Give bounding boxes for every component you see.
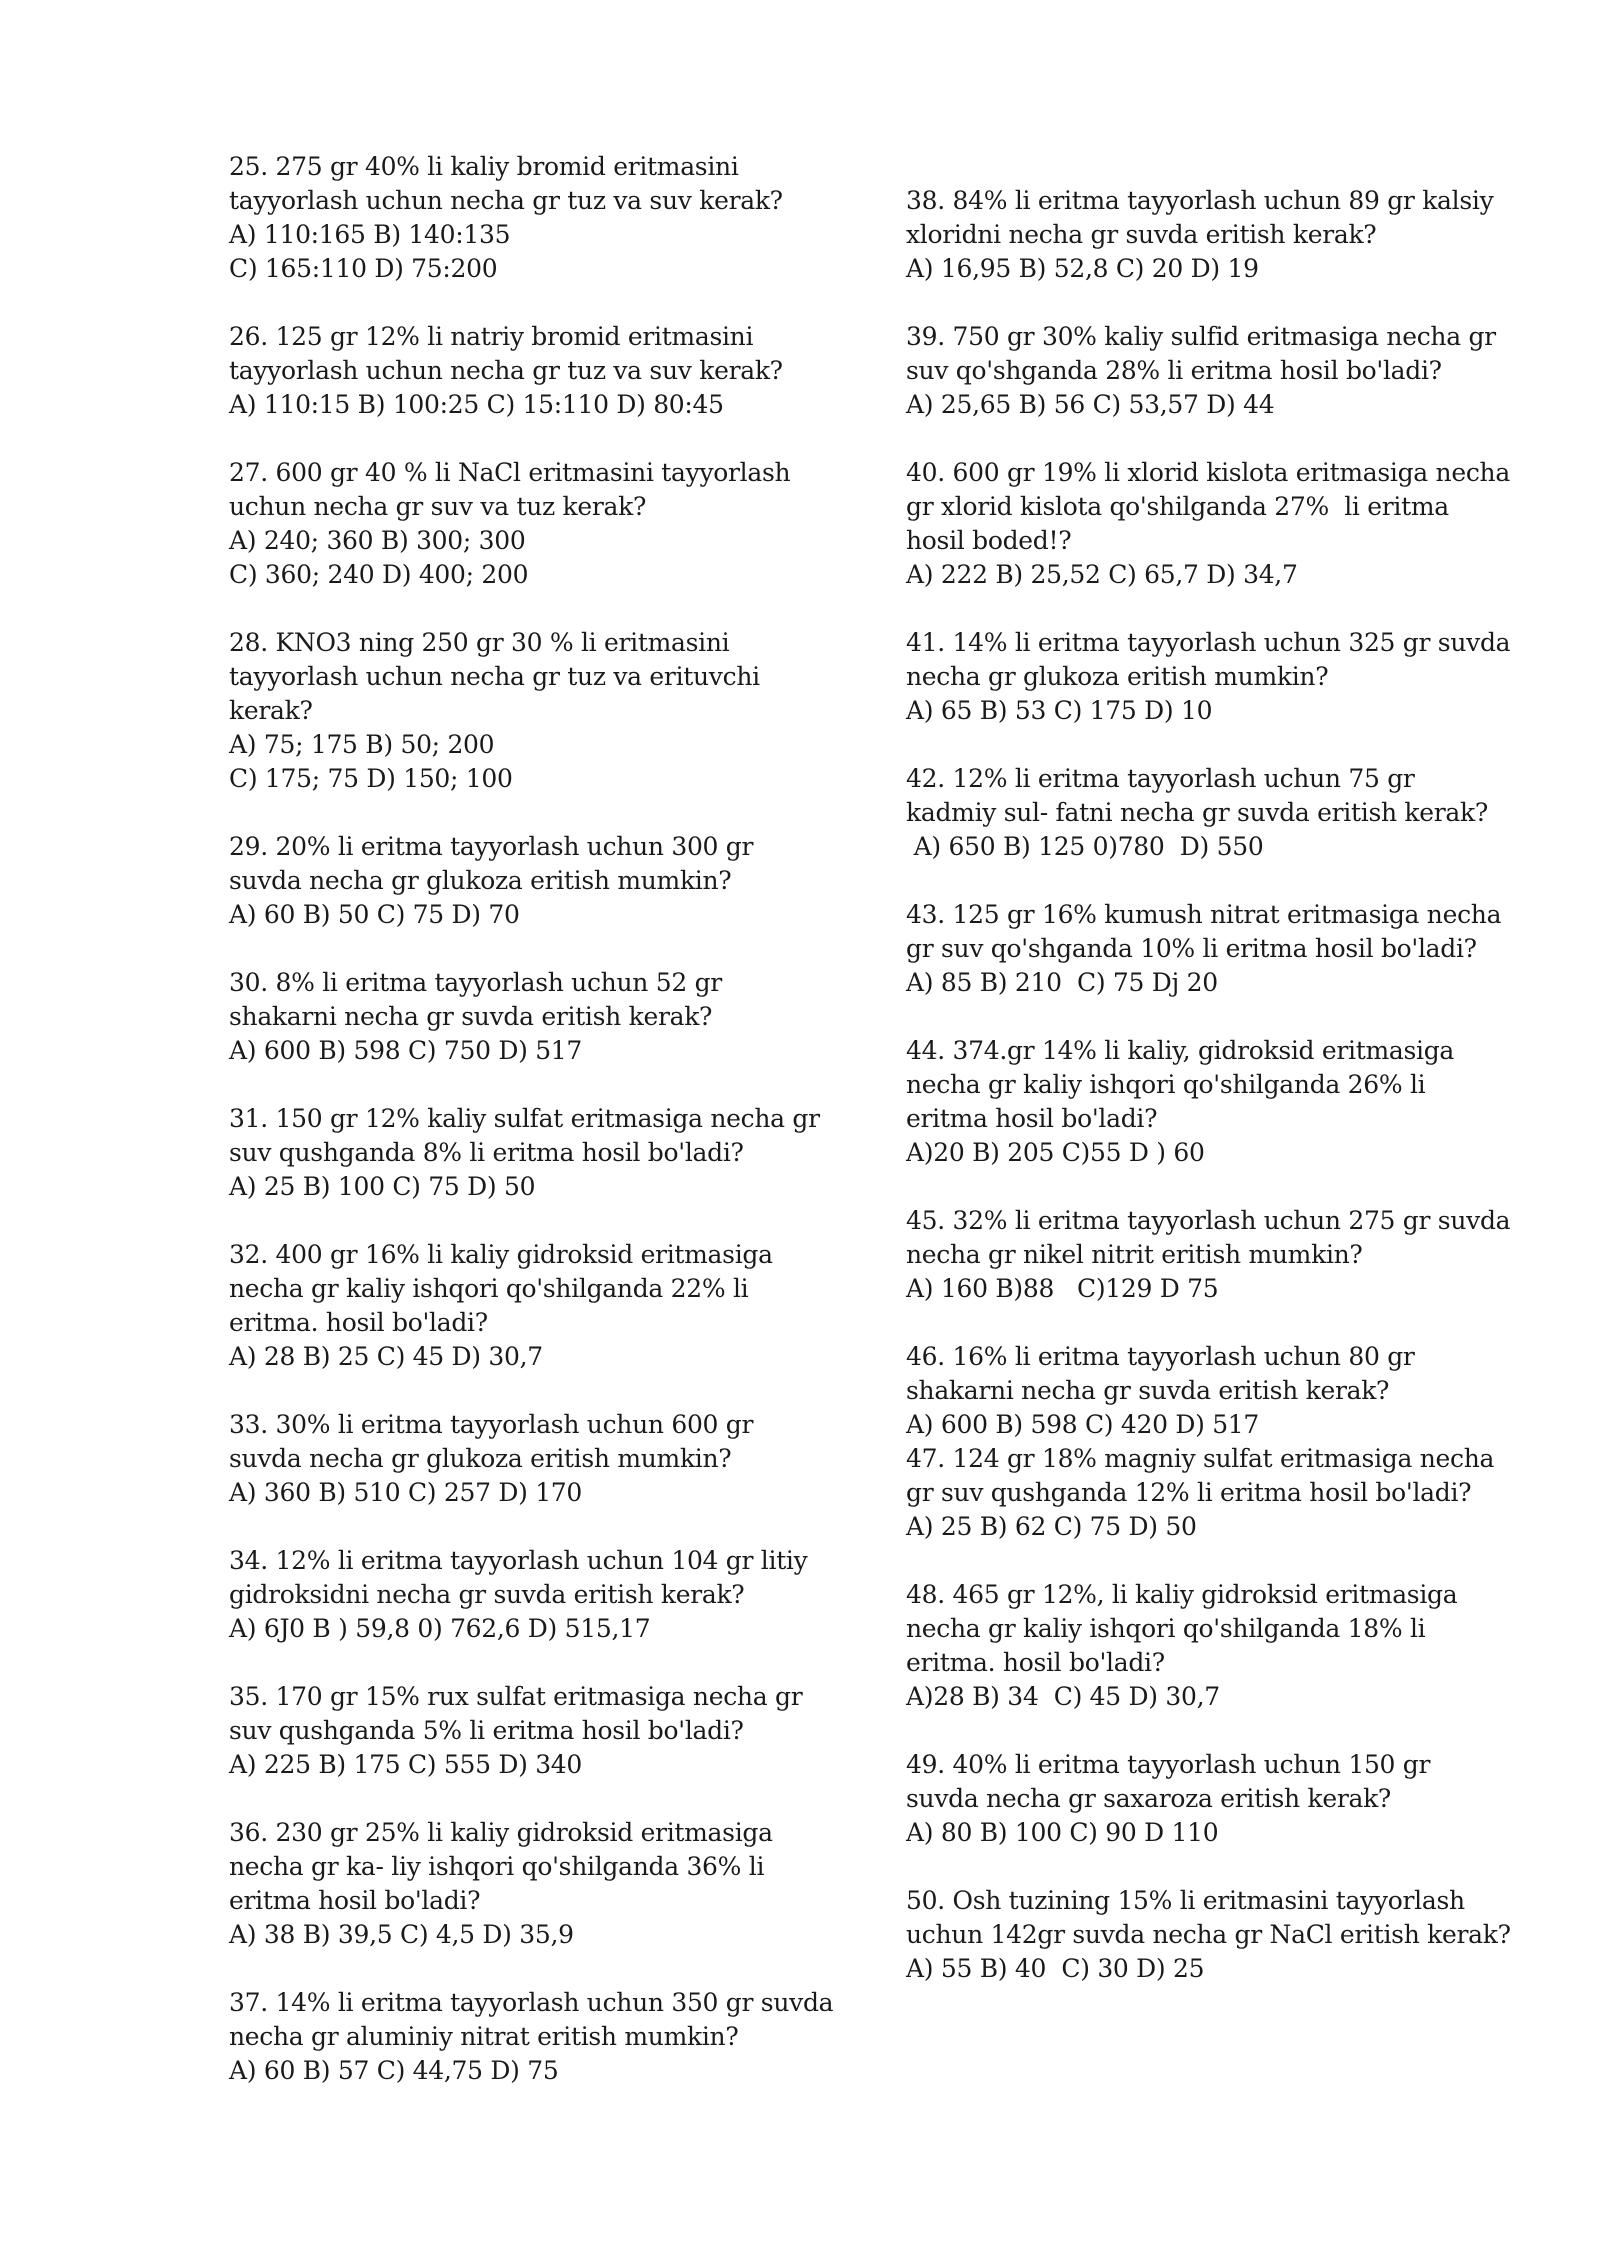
question-text-line: eritma hosil bo'ladi? — [229, 1886, 481, 1915]
question-block — [906, 184, 1546, 286]
question-text-line: uchun necha gr suv va tuz kerak? — [229, 492, 647, 521]
question-block — [229, 1680, 869, 1782]
question-text-line: necha gr kaliy ishqori qo'shilganda 26% li — [906, 1070, 1426, 1099]
question-text-line: kerak? — [229, 696, 313, 725]
question-text-line: 34. 12% li eritma tayyorlash uchun 104 gr litiy — [229, 1546, 808, 1575]
question-text-line: 30. 8% li eritma tayyorlash uchun 52 gr — [229, 968, 722, 997]
question-text-line: uchun 142gr suvda necha gr NaCl eritish kerak? — [906, 1920, 1511, 1949]
question-text-line: 45. 32% li eritma tayyorlash uchun 275 gr suvda — [906, 1206, 1511, 1235]
question-text-line: 25. 275 gr 40% li kaliy bromid eritmasini — [229, 152, 739, 181]
question-text-line: 39. 750 gr 30% kaliy sulfid eritmasiga necha gr — [906, 322, 1496, 351]
question-block — [229, 150, 869, 286]
question-block — [906, 1034, 1546, 1170]
question-text-line: 32. 400 gr 16% li kaliy gidroksid eritmasiga — [229, 1240, 773, 1269]
question-block — [906, 1748, 1546, 1850]
question-block — [906, 1884, 1546, 1986]
question-text-line: 44. 374.gr 14% li kaliy, gidroksid eritmasiga — [906, 1036, 1455, 1065]
question-answer-line: A) 25 B) 62 C) 75 D) 50 — [906, 1512, 1197, 1541]
question-text-line: suv qo'shganda 28% li eritma hosil bo'ladi? — [906, 356, 1442, 385]
question-text-line: necha gr ka- liy ishqori qo'shilganda 36% li — [229, 1852, 765, 1881]
question-text-line: suvda necha gr glukoza eritish mumkin? — [229, 866, 732, 895]
question-answer-line: A) 80 B) 100 C) 90 D 110 — [906, 1818, 1219, 1847]
question-block — [906, 1578, 1546, 1714]
question-block — [906, 1442, 1546, 1544]
question-answer-line: A) 600 B) 598 C) 420 D) 517 — [906, 1410, 1260, 1439]
question-text-line: 38. 84% li eritma tayyorlash uchun 89 gr kalsiy — [906, 186, 1494, 215]
question-block — [229, 1102, 869, 1204]
question-text-line: necha gr kaliy ishqori qo'shilganda 18% li — [906, 1614, 1426, 1643]
question-answer-line: A) 55 B) 40 C) 30 D) 25 — [906, 1954, 1205, 1983]
question-text-line: necha gr kaliy ishqori qo'shilganda 22% li — [229, 1274, 749, 1303]
question-text-line: 33. 30% li eritma tayyorlash uchun 600 gr — [229, 1410, 754, 1439]
question-answer-line: A) 650 B) 125 0)780 D) 550 — [906, 832, 1264, 861]
question-block — [906, 626, 1546, 728]
question-block — [229, 1408, 869, 1510]
question-answer-line: A)20 B) 205 C)55 D ) 60 — [906, 1138, 1205, 1167]
question-block — [906, 898, 1546, 1000]
question-text-line: 31. 150 gr 12% kaliy sulfat eritmasiga necha gr — [229, 1104, 820, 1133]
question-text-line: eritma hosil bo'ladi? — [906, 1104, 1158, 1133]
question-block — [229, 1238, 869, 1374]
question-text-line: xloridni necha gr suvda eritish kerak? — [906, 220, 1377, 249]
question-text-line: tayyorlash uchun necha gr tuz va suv kerak? — [229, 356, 783, 385]
question-block — [229, 1986, 869, 2088]
question-block — [229, 966, 869, 1068]
question-answer-line: A) 85 B) 210 C) 75 Dj 20 — [906, 968, 1218, 997]
question-text-line: A) 110:165 B) 140:135 — [229, 220, 511, 249]
right-question-column — [906, 184, 1546, 2020]
question-text-line: 47. 124 gr 18% magniy sulfat eritmasiga necha — [906, 1444, 1495, 1473]
question-text-line: tayyorlash uchun necha gr tuz va suv kerak? — [229, 186, 783, 215]
question-answer-line: A) 60 B) 57 C) 44,75 D) 75 — [229, 2056, 559, 2085]
question-text-line: 48. 465 gr 12%, li kaliy gidroksid eritmasiga — [906, 1580, 1458, 1609]
question-text-line: gr xlorid kislota qo'shilganda 27% li eritma — [906, 492, 1449, 521]
question-text-line: 27. 600 gr 40 % li NaCl eritmasini tayyorlash — [229, 458, 791, 487]
question-answer-line: A) 160 B)88 C)129 D 75 — [906, 1274, 1219, 1303]
question-block — [906, 1204, 1546, 1306]
question-text-line: 36. 230 gr 25% li kaliy gidroksid eritmasiga — [229, 1818, 773, 1847]
question-text-line: 28. KNO3 ning 250 gr 30 % li eritmasini — [229, 628, 730, 657]
question-text-line: gr suv qo'shganda 10% li eritma hosil bo'ladi? — [906, 934, 1477, 963]
question-block — [229, 1816, 869, 1952]
question-text-line: necha gr glukoza eritish mumkin? — [906, 662, 1329, 691]
question-text-line: gr suv qushganda 12% li eritma hosil bo'ladi? — [906, 1478, 1472, 1507]
question-text-line: A) 75; 175 B) 50; 200 — [229, 730, 495, 759]
question-answer-line: A) 65 B) 53 C) 175 D) 10 — [906, 696, 1213, 725]
question-text-line: 40. 600 gr 19% li xlorid kislota eritmasiga necha — [906, 458, 1510, 487]
question-text-line: 29. 20% li eritma tayyorlash uchun 300 gr — [229, 832, 754, 861]
question-answer-line: A) 60 B) 50 C) 75 D) 70 — [229, 900, 520, 929]
question-block — [906, 762, 1546, 864]
question-block — [229, 320, 869, 422]
question-text-line: kadmiy sul- fatni necha gr suvda eritish kerak? — [906, 798, 1488, 827]
question-text-line: 50. Osh tuzining 15% li eritmasini tayyorlash — [906, 1886, 1465, 1915]
question-block — [229, 456, 869, 592]
question-text-line: suvda necha gr glukoza eritish mumkin? — [229, 1444, 732, 1473]
left-question-column — [229, 150, 869, 2122]
question-text-line: 26. 125 gr 12% li natriy bromid eritmasini — [229, 322, 754, 351]
question-answer-line: A) 28 B) 25 C) 45 D) 30,7 — [229, 1342, 543, 1371]
question-answer-line: A) 25,65 B) 56 C) 53,57 D) 44 — [906, 390, 1275, 419]
question-text-line: 37. 14% li eritma tayyorlash uchun 350 gr suvda — [229, 1988, 834, 2017]
question-answer-line: A) 25 B) 100 C) 75 D) 50 — [229, 1172, 536, 1201]
question-text-line: suvda necha gr saxaroza eritish kerak? — [906, 1784, 1392, 1813]
question-text-line: A) 240; 360 B) 300; 300 — [229, 526, 526, 555]
question-text-line: suv qushganda 5% li eritma hosil bo'ladi? — [229, 1716, 744, 1745]
question-answer-line: C) 175; 75 D) 150; 100 — [229, 764, 513, 793]
question-text-line: 49. 40% li eritma tayyorlash uchun 150 gr — [906, 1750, 1431, 1779]
question-text-line: tayyorlash uchun necha gr tuz va erituvchi — [229, 662, 760, 691]
question-block — [906, 320, 1546, 422]
question-text-line: necha gr nikel nitrit eritish mumkin? — [906, 1240, 1363, 1269]
question-text-line: 43. 125 gr 16% kumush nitrat eritmasiga necha — [906, 900, 1502, 929]
question-text-line: suv qushganda 8% li eritma hosil bo'ladi? — [229, 1138, 744, 1167]
question-answer-line: A)28 B) 34 C) 45 D) 30,7 — [906, 1682, 1220, 1711]
question-block — [906, 1340, 1546, 1442]
question-answer-line: A) 360 B) 510 C) 257 D) 170 — [229, 1478, 583, 1507]
question-answer-line: A) 600 B) 598 C) 750 D) 517 — [229, 1036, 583, 1065]
question-answer-line: A) 225 B) 175 C) 555 D) 340 — [229, 1750, 583, 1779]
question-answer-line: A) 6J0 B ) 59,8 0) 762,6 D) 515,17 — [229, 1614, 651, 1643]
question-answer-line: A) 222 B) 25,52 C) 65,7 D) 34,7 — [906, 560, 1298, 589]
question-text-line: 42. 12% li eritma tayyorlash uchun 75 gr — [906, 764, 1415, 793]
question-answer-line: A) 16,95 B) 52,8 C) 20 D) 19 — [906, 254, 1259, 283]
question-block — [229, 830, 869, 932]
question-text-line: gidroksidni necha gr suvda eritish kerak? — [229, 1580, 745, 1609]
question-text-line: hosil boded!? — [906, 526, 1072, 555]
question-text-line: 35. 170 gr 15% rux sulfat eritmasiga necha gr — [229, 1682, 803, 1711]
question-text-line: eritma. hosil bo'ladi? — [906, 1648, 1165, 1677]
question-text-line: necha gr aluminiy nitrat eritish mumkin? — [229, 2022, 739, 2051]
question-answer-line: C) 165:110 D) 75:200 — [229, 254, 498, 283]
question-answer-line: C) 360; 240 D) 400; 200 — [229, 560, 529, 589]
question-text-line: 46. 16% li eritma tayyorlash uchun 80 gr — [906, 1342, 1415, 1371]
question-block — [229, 1544, 869, 1646]
question-block — [229, 626, 869, 796]
question-text-line: shakarni necha gr suvda eritish kerak? — [229, 1002, 713, 1031]
question-answer-line: A) 110:15 B) 100:25 C) 15:110 D) 80:45 — [229, 390, 724, 419]
question-text-line: eritma. hosil bo'ladi? — [229, 1308, 488, 1337]
question-text-line: 41. 14% li eritma tayyorlash uchun 325 gr suvda — [906, 628, 1511, 657]
question-text-line: shakarni necha gr suvda eritish kerak? — [906, 1376, 1390, 1405]
question-block — [906, 456, 1546, 592]
question-answer-line: A) 38 B) 39,5 C) 4,5 D) 35,9 — [229, 1920, 574, 1949]
